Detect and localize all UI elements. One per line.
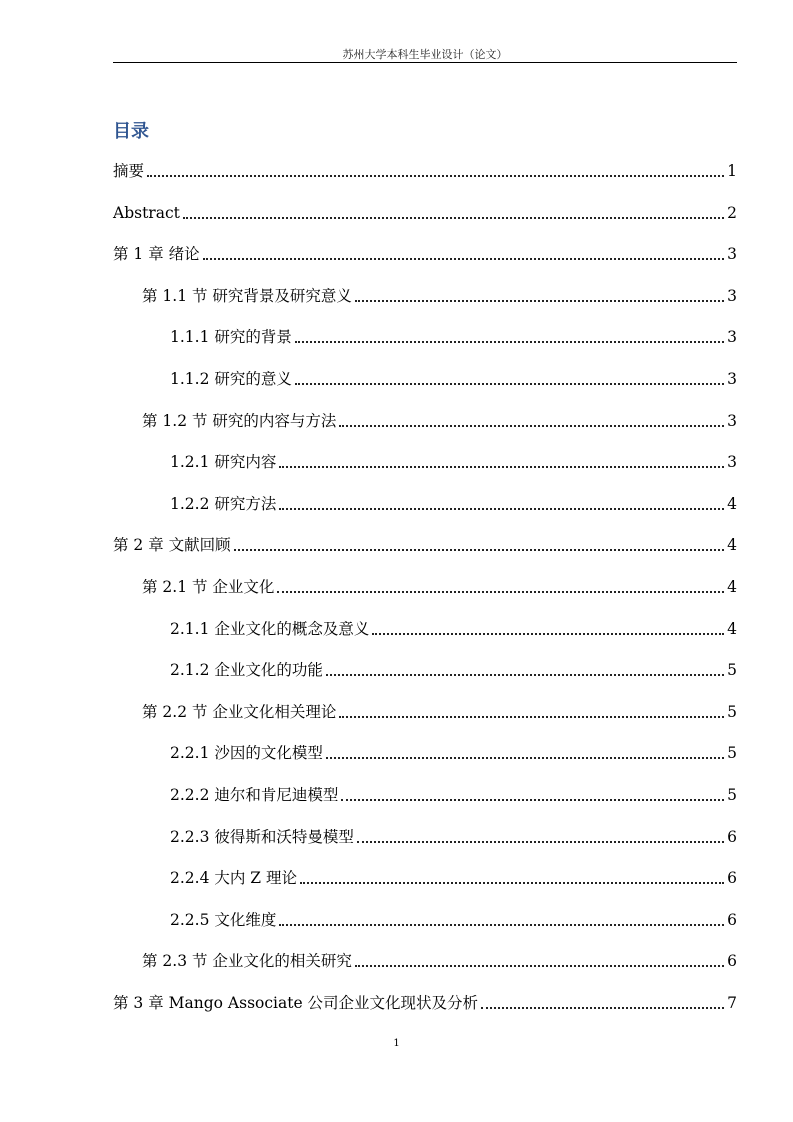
toc-entry-page: 4 (727, 494, 737, 513)
toc-entry-label: 2.2.4 大内 Z 理论 (170, 869, 297, 888)
toc-entry[interactable] (142, 285, 737, 307)
toc-entry-page: 3 (727, 411, 737, 430)
toc-entry-page: 2 (727, 203, 737, 222)
toc-entry-page: 4 (727, 578, 737, 596)
toc-entry[interactable] (170, 368, 737, 390)
toc-dot-leader (279, 466, 724, 468)
toc-entry-page: 6 (727, 952, 737, 971)
toc-entry-label: 1.2.2 研究方法 (170, 494, 277, 513)
toc-entry[interactable] (170, 451, 737, 473)
toc-entry-page: 6 (727, 827, 737, 846)
toc-dot-leader (183, 217, 724, 219)
toc-title: 目录 (113, 121, 149, 142)
toc-dot-leader (277, 591, 724, 593)
toc-dot-leader (147, 175, 724, 177)
toc-entry-page: 1 (727, 162, 737, 180)
toc-entry[interactable] (170, 326, 737, 348)
toc-dot-leader (203, 258, 724, 260)
toc-entry[interactable] (142, 701, 737, 723)
toc-entry-page: 3 (727, 453, 737, 472)
toc-entry-page: 5 (727, 702, 737, 721)
toc-entry-page: 3 (727, 328, 737, 347)
toc-entry[interactable] (113, 534, 737, 556)
page-number: 1 (393, 1038, 400, 1049)
toc-entry-label: 2.2.2 迪尔和肯尼迪模型 (170, 786, 339, 804)
toc-entry-label: 2.2.3 彼得斯和沃特曼模型 (170, 827, 354, 846)
toc-entry[interactable] (113, 202, 737, 224)
toc-entry-label: 2.2.1 沙因的文化模型 (170, 744, 323, 763)
toc-entry-label: Abstract (113, 203, 180, 222)
toc-entry-label: 2.1.1 企业文化的概念及意义 (170, 619, 370, 638)
toc-entry-page: 4 (727, 619, 737, 638)
toc-entry-label: 1.1.2 研究的意义 (170, 370, 292, 388)
toc-entry-label: 第 1 章 绪论 (113, 245, 200, 264)
toc-entry[interactable] (113, 243, 737, 265)
toc-dot-leader (326, 757, 724, 759)
toc-entry[interactable] (170, 909, 737, 931)
toc-dot-leader (355, 300, 724, 302)
toc-entry[interactable] (170, 659, 737, 681)
toc-entry[interactable] (170, 742, 737, 764)
toc-entry-page: 6 (727, 910, 737, 929)
toc-dot-leader (372, 633, 724, 635)
toc-entry-label: 第 1.1 节 研究背景及研究意义 (142, 286, 352, 305)
toc-dot-leader (279, 924, 724, 926)
toc-entry-page: 3 (727, 370, 737, 388)
toc-entry[interactable] (142, 410, 737, 432)
toc-entry[interactable] (113, 992, 737, 1014)
toc-entry-page: 5 (727, 661, 737, 680)
toc-entry[interactable] (170, 867, 737, 889)
toc-dot-leader (341, 799, 724, 801)
toc-dot-leader (279, 508, 724, 510)
toc-dot-leader (300, 882, 724, 884)
toc-dot-leader (295, 341, 724, 343)
running-header: 苏州大学本科生毕业设计（论文） (342, 48, 508, 61)
toc-dot-leader (339, 425, 724, 427)
toc-entry-label: 第 2 章 文献回顾 (113, 536, 231, 555)
toc-entry-label: 第 3 章 Mango Associate 公司企业文化现状及分析 (113, 994, 479, 1012)
toc-entry-label: 2.2.5 文化维度 (170, 910, 277, 929)
toc-entry-label: 1.2.1 研究内容 (170, 453, 277, 472)
toc-entry-page: 4 (727, 536, 737, 555)
toc-entry-page: 7 (727, 994, 737, 1012)
toc-entry-label: 第 2.1 节 企业文化 (142, 578, 275, 596)
toc-entry[interactable] (170, 826, 737, 848)
toc-dot-leader (357, 841, 724, 843)
toc-entry-page: 3 (727, 245, 737, 264)
toc-entry-page: 5 (727, 786, 737, 804)
toc-entry[interactable] (170, 493, 737, 515)
toc-entry-page: 3 (727, 286, 737, 305)
toc-entry[interactable] (142, 950, 737, 972)
toc-entry-label: 1.1.1 研究的背景 (170, 328, 292, 347)
toc-dot-leader (295, 383, 724, 385)
toc-dot-leader (339, 716, 724, 718)
toc-dot-leader (326, 674, 724, 676)
toc-entry-label: 第 1.2 节 研究的内容与方法 (142, 411, 337, 430)
toc-entry[interactable] (170, 784, 737, 806)
toc-entry-label: 第 2.3 节 企业文化的相关研究 (142, 952, 352, 971)
toc-entry[interactable] (113, 160, 737, 182)
toc-entry-label: 摘要 (113, 162, 145, 180)
toc-entry-label: 2.1.2 企业文化的功能 (170, 661, 323, 680)
toc-entry-page: 5 (727, 744, 737, 763)
toc-entry[interactable] (170, 618, 737, 640)
toc-entry[interactable] (142, 576, 737, 598)
header-rule (113, 62, 737, 63)
toc-dot-leader (234, 549, 724, 551)
toc-entry-page: 6 (727, 869, 737, 888)
toc-entry-label: 第 2.2 节 企业文化相关理论 (142, 702, 337, 721)
toc-dot-leader (355, 965, 724, 967)
toc-dot-leader (481, 1007, 724, 1009)
